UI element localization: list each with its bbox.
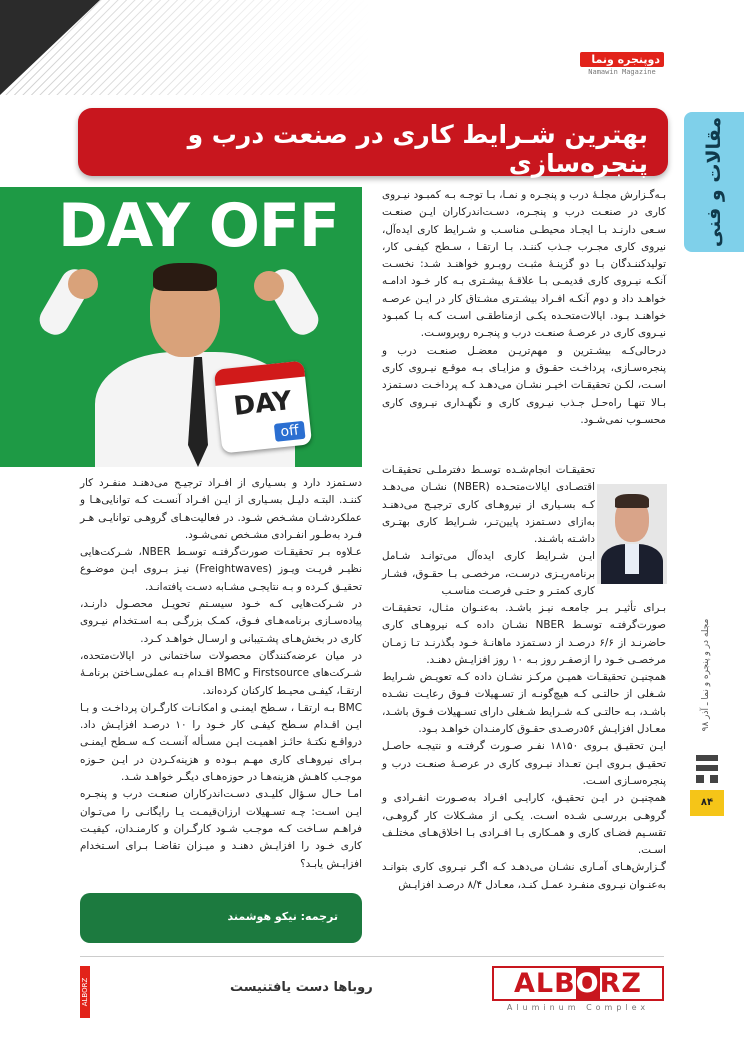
- portrait-hair: [615, 494, 649, 508]
- article-column-right-bottom: [382, 600, 666, 894]
- window-frame-icon: [692, 755, 722, 783]
- paragraph: در میان عرضه‌کنندگان محصولات ساختمانی در ایالات‌متحده، شـرکت‌های Firstsource و BMC اقـدام بـه عملی‌سـاختن برنامـۀ ارتقـا، کیفـی محیـط کارکنان کرده‌اند.: [80, 649, 362, 697]
- alborz-tagline: Aluminum Complex: [506, 1003, 650, 1012]
- article-column-right-top: [382, 187, 666, 429]
- author-portrait: [597, 484, 667, 584]
- translator-credit: ترجمه: نیکو هوشمند: [227, 910, 338, 923]
- magazine-info-text: مجله در و پنجره و نما ـ آذر ۹۸: [701, 618, 711, 732]
- paragraph: همچنیـن تحقیقـات همیـن مرکـز نشـان داده کـه تعویـض شـرایط شـغلی از حالتـی کـه هیچ‌گونـه از تسـهیلات فـوق رعایـت نشـده باشـد، بـه حالتـی کـه شـرایط شـغلی دارای تسـهیلات فـوق باشـد، معـادل افزایـش ۵۶درصـدی حقـوق کارمنـدان خواهـد بـود.: [382, 671, 666, 736]
- logo-sub-text: Namawin Magazine: [588, 68, 656, 76]
- fist-left: [68, 269, 98, 299]
- ad-slogan: روباها دست یافتنیست: [230, 980, 373, 995]
- day-off-headline: DAY OFF: [58, 191, 339, 261]
- calendar-day-text: DAY: [232, 386, 294, 422]
- page-number: ۸۴: [690, 790, 724, 816]
- paragraph: ایـن شـرایط کاری ایده‌آل می‌توانـد شـامل برنامه‌ریـزی درسـت، مرخصـی بـا حقـوق، فشـار کاری کمتـر و حتـی فرصـت مناسـب: [382, 550, 595, 598]
- paragraph: دسـتمزد دارد و بسـیاری از افـراد ترجیـح می‌دهنـد منفـرد کار کننـد. البتـه دلیـل بسـیاری از ایـن افـراد آنسـت کـه توانایی‌هـا و عملکردشـان مشـخص شـود. در فعالیت‌هـای گروهـی توانایـی هـر فـرد به‌طـور انفـرادی مشـخص نمی‌شـود.: [80, 477, 362, 541]
- paragraph: تحقیقـات انجام‌شـده توسـط دفترملـی تحقیقـات اقتصـادی ایالات‌متحـده (NBER) نشـان می‌دهـد کـه بسـیاری از نیروهـای کاری ترجیـح می‌دهنـد به‌ازای دسـتمزد پایین‌تـر، شـرایط کاری بهتـری داشـته باشـند.: [382, 464, 595, 546]
- section-tab-label: مقالات و فنی: [703, 116, 725, 248]
- icon-bar-top: [696, 755, 718, 761]
- article-column-right-mid: [382, 462, 595, 600]
- brand-oo: O: [575, 968, 600, 999]
- magazine-info: [696, 600, 716, 750]
- paragraph: بـه‌گـزارش مجلـۀ درب و پنجـره و نمـا، بـا توجـه بـه کمبـود نیـروی کاری در صنعـت درب و پنجـره، دسـت‌اندرکاران ایـن صنعـت سـعی دارنـد بـا ایجـاد محیطـی مناسـب و شـرایط کاری ایده‌آل، نیروی کاری مجـرب جـذب کننـد. بـا ارتقـا ، سـطح کیفـی کار، تولیدکننـدگان بـا دو گزینـۀ مثبـت روبـرو خواهنـد شـد: نخسـت آنکـه نیـروی کاری قدیمـی بـا علاقـۀ بیشـتری بـه کار خـود ادامـه خواهـد داد و دوم آنکـه افـراد بیشـتری مشـتاق کار در ایـن عرصـه خواهنـد بـود. ایالات‌متحـده یکـی ازمناطقـی اسـت کـه بـا کمبـود نیـروی کاری در عرصـۀ صنعـت درب و پنجـره روبروسـت.: [382, 189, 666, 340]
- magazine-logo: [580, 52, 664, 76]
- portrait-shirt: [625, 544, 639, 574]
- person-hair: [153, 263, 217, 291]
- article-title: بهترین شـرایط کاری در صنعت درب و پنجره‌سازی: [187, 120, 648, 178]
- footer-divider: [80, 956, 664, 957]
- paragraph: ایـن تحقیـق بـروی ۱۸۱۵۰ نفـر صـورت گرفتـه و نتیجـه حاصـل تحقیـق بـروی ایـن تعـداد نیـروی کاری در عرصـۀ صنعـت درب و پنجره‌سـازی اسـت.: [382, 740, 666, 787]
- corner-triangle: [0, 0, 100, 95]
- calendar-icon: [214, 361, 312, 454]
- calendar-off-badge: off: [274, 421, 306, 442]
- paragraph: BMC بـه ارتقـا ، سـطح ایمنـی و امکانـات کارگـران پرداخـت و بـا ایـن اقـدام سـطح کیفـی کار خـود را ۱۰ درصـد افزایـش داد. درواقـع نکتـۀ حائـز اهمیـت ایـن مسـأله آنسـت کـه سـطح ایمنـی بـرای نیروهـای کاری مهـم بـوده و هزینه‌کـردن در ایـن حـوزه موجـب کاهـش هزینه‌هـا در حوزه‌هـای دیگـر خواهـد شـد.: [80, 701, 362, 784]
- translator-credit-box: [80, 893, 362, 943]
- icon-bar-middle: [696, 765, 718, 771]
- logo-main-text: دوپنجره ونما: [580, 52, 664, 67]
- paragraph: گـزارش‌هـای آمـاری نشـان می‌دهـد کـه اگـر نیـروی کاری بتوانـد به‌عنـوان نیـروی منفـرد عمـل کنـد، معـادل ۸/۴ درصـد افزایـش: [382, 861, 666, 891]
- paragraph: بـرای تأثیـر بـر جامعـه نیـز باشـد. به‌عنـوان مثـال، تحقیقـات صورت‌گرفتـه توسـط NBER نشـان داده کـه نیروهـای کاری حاضرنـد از ۶/۶ درصـد از دسـتمزد ماهانـۀ خـود بگذرنـد تـا زمـان مرخصـی خـود را ازصفـر روز بـه ۱۰ روز افزایـش دهنـد.: [382, 602, 666, 666]
- ad-side-strip: [80, 966, 90, 1018]
- paragraph: درحالی‌کـه بیشـترین و مهم‌تریـن معضـل صنعـت درب و پنجره‌سـازی، پرداخـت حقـوق و مزایـای بـه موقـع نیـروی کاری اسـت، لکـن تحقیقـات اخیـر نشـان می‌دهـد کـه پرداخـت دسـتمزد بـالا تنهـا راه‌حـل جـذب نیـروی کاری و نگهـداری نیـروی کاری محسـوب نمی‌شـود.: [382, 344, 666, 426]
- paragraph: همچنیـن در ایـن تحقیـق، کارایـی افـراد به‌صـورت انفـرادی و گروهـی بررسـی شـده اسـت. یکـی از مشـکلات کار گروهـی، تقسـیم فضـای کاری و همـکاری بـا افـرادی بـا اخلاق‌هـای مختلـف اسـت.: [382, 792, 666, 857]
- article-title-bar: [78, 108, 668, 176]
- day-off-photo: [0, 187, 362, 467]
- paragraph: امـا حـال سـؤال کلیـدی دسـت‌اندرکاران صنعـت درب و پنجـره ایـن اسـت: چـه تسـهیلات ارزان‌قیمـت یـا رایگانـی را می‌تـوان فراهـم سـاخت کـه موجـب شـود کارگـران و کارمنـدان، کیفیـت کاری خـود را افزایـش دهنـد و میـزان تقاضـا بـرای اسـتخدام افزایـش یابـد؟: [80, 788, 362, 870]
- brand-right: RZ: [599, 968, 642, 999]
- fist-right: [254, 271, 284, 301]
- icon-block-right: [710, 775, 718, 783]
- alborz-wordmark: [492, 966, 664, 1001]
- brand-left: ALB: [513, 968, 576, 999]
- paragraph: در شـرکت‌هایی کـه خـود سیسـتم تحویـل محصـول دارنـد، پیاده‌سـازی برنامه‌هـای فـوق، کمـک بزرگـی بـه اسـتخدام نیـروی کاری در بخش‌هـای پشـتیبانی و ارسـال خواهـد کـرد.: [80, 598, 362, 645]
- alborz-logo: [492, 966, 664, 1012]
- paragraph: عـلاوه بـر تحقیقـات صورت‌گرفتـه توسـط NBER، شـرکت‌هایی نظیـر فریـت ویـوز (Freightwaves) نیـز بـروی ایـن موضـوع تحقیـق کـرده و بـه نتایجـی مشـابه دسـت یافته‌انـد.: [80, 546, 362, 593]
- ad-side-text: ALBORZ: [81, 977, 89, 1007]
- article-column-left: [80, 475, 362, 873]
- icon-block-left: [696, 775, 704, 783]
- section-tab: [684, 112, 744, 252]
